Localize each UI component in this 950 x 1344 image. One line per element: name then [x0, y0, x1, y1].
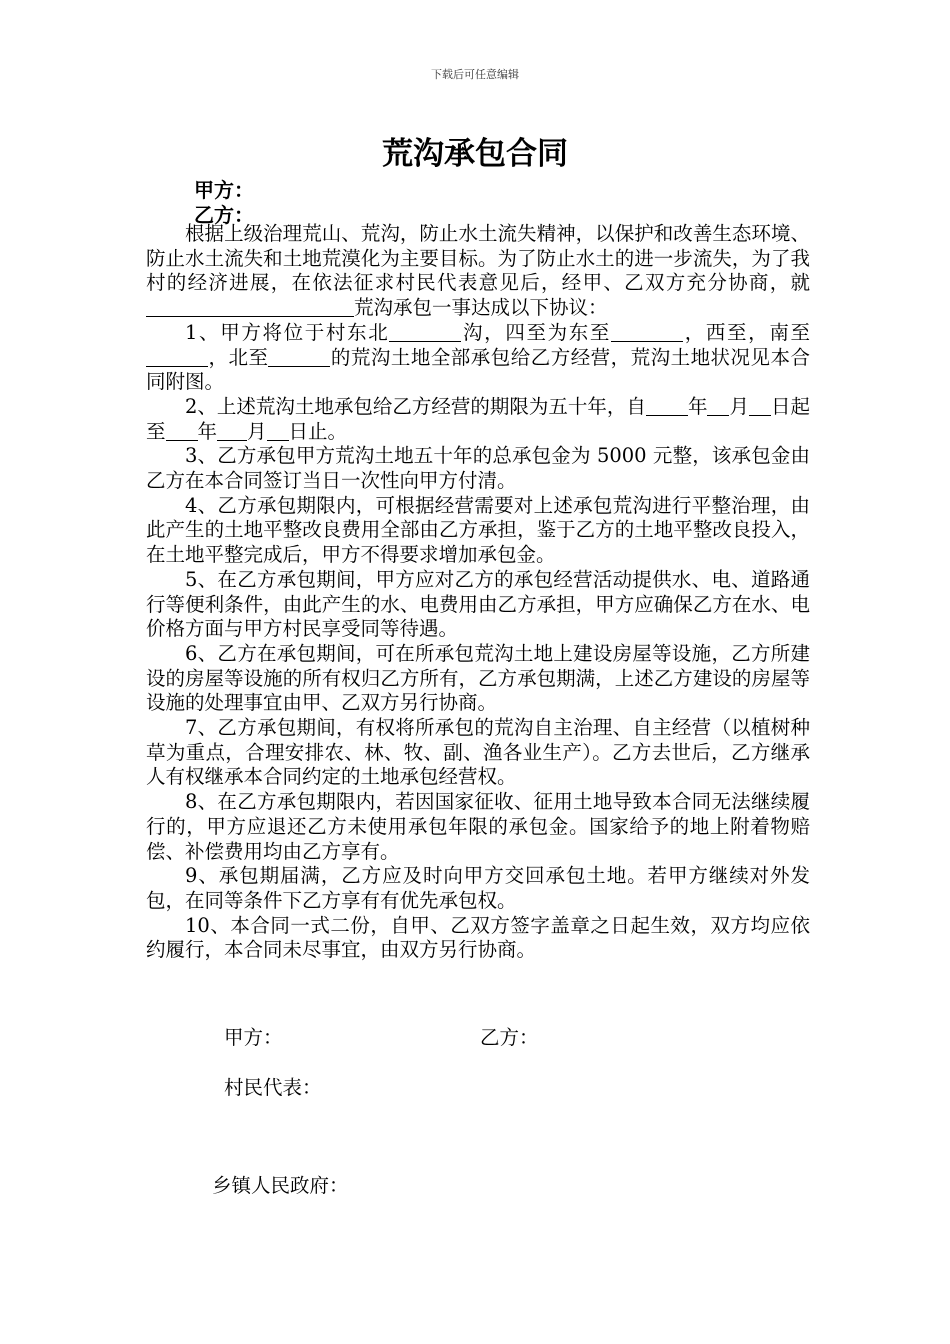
clause-1-text: ，北至	[208, 345, 269, 369]
blank-field	[267, 422, 289, 441]
clause-1-text: 沟，四至为东至	[461, 320, 612, 344]
blank-field	[389, 323, 461, 342]
clause-6: 6、乙方在承包期间，可在所承包荒沟土地上建设房屋等设施，乙方所建设的房屋等设施的所有权归乙方所有，乙方承包期满，上述乙方建设的房屋等设施的处理事宜由甲、乙双方另行协商。	[146, 641, 810, 715]
clause-5: 5、在乙方承包期间，甲方应对乙方的承包经营活动提供水、电、道路通行等便利条件，由此产生的水、电费用由乙方承担，甲方应确保乙方在水、电价格方面与甲方村民享受同等待遇。	[146, 567, 810, 641]
clause-1-text: ，南至	[748, 320, 810, 344]
clause-10: 10、本合同一式二份，自甲、乙双方签字盖章之日起生效，双方均应依约履行，本合同未尽事宜，由双方另行协商。	[146, 913, 810, 962]
blank-field	[166, 422, 198, 441]
clause-1-text: 1、甲方将位于村东北	[185, 320, 390, 344]
clause-1	[146, 321, 810, 395]
clause-1-text: ，西至	[683, 320, 749, 344]
blank-field	[146, 348, 208, 367]
clause-2-text: 月	[247, 419, 267, 443]
blank-field	[646, 397, 688, 416]
signature-party-a: 甲方：	[224, 1026, 283, 1049]
blank-field	[707, 397, 729, 416]
clause-2-text: 日起至	[146, 394, 810, 443]
blank-field	[268, 348, 330, 367]
clause-4: 4、乙方承包期限内，可根据经营需要对上述承包荒沟进行平整治理，由此产生的土地平整改良费用全部由乙方承担，鉴于乙方的土地平整改良投入，在土地平整完成后，甲方不得要求增加承包金。	[146, 493, 810, 567]
signature-villager-rep: 村民代表：	[224, 1076, 322, 1099]
intro-text-end: 荒沟承包一事达成以下协议：	[354, 296, 608, 320]
clause-9: 9、承包期届满，乙方应及时向甲方交回承包土地。若甲方继续对外发包，在同等条件下乙方享有有优先承包权。	[146, 864, 810, 912]
clause-2-text: 年	[687, 394, 708, 418]
clause-7: 7、乙方承包期间，有权将所承包的荒沟自主治理、自主经营（以植树种草为重点，合理安排农、林、牧、副、渔各业生产）。乙方去世后，乙方继承人有权继承本合同约定的土地承包经营权。	[146, 716, 810, 789]
clause-1-text: 的荒沟土地全部承包给乙方经营，荒沟土地状况见本合同附图。	[146, 345, 810, 394]
signature-party-b: 乙方：	[480, 1026, 539, 1049]
clause-2-text: 日止。	[288, 419, 348, 443]
blank-field	[611, 323, 683, 342]
header-note: 下载后可任意编辑	[431, 68, 519, 81]
clause-3: 3、乙方承包甲方荒沟土地五十年的总承包金为 5000 元整，该承包金由乙方在本合同签订当日一次性向甲方付清。	[146, 444, 810, 493]
clause-8: 8、在乙方承包期限内，若因国家征收、征用土地导致本合同无法继续履行的，甲方应退还乙方未使用承包年限的承包金。国家给予的地上附着物赔偿、补偿费用均由乙方享有。	[146, 790, 810, 863]
contract-body	[146, 222, 810, 963]
intro-text: 根据上级治理荒山、荒沟，防止水土流失精神，以保护和改善生态环境、防止水土流失和土地荒漠化为主要目标。为了防止水土的进一步流失，为了我村的经济进展，在依法征求村民代表意见后，经甲、乙双方充分协商，就	[146, 222, 810, 295]
party-a-label: 甲方：	[194, 178, 254, 202]
clause-2-text: 年	[197, 419, 218, 443]
blank-field	[217, 422, 247, 441]
clause-2-text: 月	[729, 394, 749, 418]
clause-2	[146, 395, 810, 444]
party-b-label: 乙方：	[194, 203, 254, 227]
page-title: 荒沟承包合同	[382, 136, 568, 172]
blank-field	[146, 298, 354, 317]
clause-2-text: 2、上述荒沟土地承包给乙方经营的期限为五十年，自	[185, 394, 646, 418]
intro-paragraph	[146, 222, 810, 321]
blank-field	[749, 397, 771, 416]
signature-township-gov: 乡镇人民政府：	[212, 1174, 349, 1197]
